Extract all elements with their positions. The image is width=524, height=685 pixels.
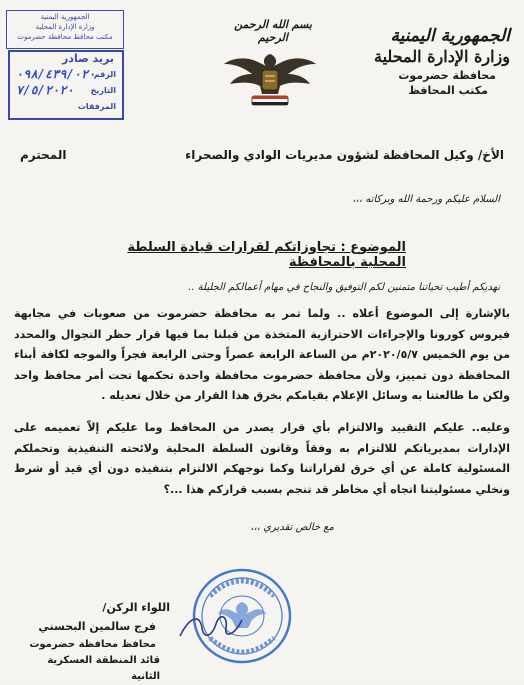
ministry-name: وزارة الإدارة المحلية [374,47,510,66]
stamp-header-line2: وزارة الإدارة المحلية [35,23,95,31]
signature-block [20,598,170,685]
stamp-header-line1: الجمهورية اليمنية [40,13,90,21]
stamp-title: بريد صادر [61,52,114,65]
greeting: السلام عليكم ورحمة الله وبركاته ،،، [352,194,500,205]
handwritten-signature-icon [176,606,246,646]
outgoing-mail-stamp [6,8,124,116]
signer-name: فرج سالمين البحسني [38,620,156,633]
intro-line: نهديكم أطيب تحياتنا متمنين لكم التوفيق والنجاح في مهام أعمالكم الجليلة .. [188,282,500,293]
yemen-eagle-emblem-icon [222,48,318,112]
respected-label: المحترم [20,148,67,162]
stamp-header [6,10,124,49]
stamp-number-label: الرقم [93,70,116,79]
paragraph-1: بالإشارة إلى الموضوع أعلاه .. ولما تمر به محافظة حضرموت من صعوبات في مجابهة فيروس كورونا والإجراءات الاحترازية المتخذة من قبلنا بما فيها قرار حظر التجوال والمحدد من يوم الخميس ٢٠٢٠/٥/٧م من الساعة الرابعة عصراً وحتى الرابعة فجراً والموجه لكافة أبناء المحافظة دون تمييز، ولأن محافظة حضرموت محافظة واحدة تحكمها تحت أمر محافظ واحد ولكن ما طالعتنا به وسائل الإعلام بقيامكم بخرق هذا القرار من خلال تعديله . [14,307,510,402]
office-name: مكتب المحافظ [408,84,488,97]
stamp-number-value: ٠٩٨/٤٣٩/٠٢٠ [16,67,96,81]
signer-title-2: قائد المنطقة العسكرية الثانية [47,655,160,682]
stamp-attachments-label: المرفقات [77,102,116,111]
stamp-header-line3: مكتب محافظ محافظة حضرموت [17,33,113,41]
signer-rank: اللواء الركن/ [102,601,170,614]
stamp-date-value: ٧/٥/٢٠٢٠ [16,83,74,97]
subject-line: الموضوع : تجاوزاتكم لقرارات قيادة السلطة المحلية بالمحافظة [127,240,406,270]
closing-line: مع خالص تقديري ،،، [250,522,334,533]
republic-name: الجمهورية اليمنية [390,26,510,46]
paragraph-2: وعليه.. عليكم التقييد والالتزام بأي قرار يصدر من المحافظ وما عليكم إلاّ تعميمه على الإدارات بمديرياتكم للالتزام به وفقاً وقانون السلطة المحلية ولائحته التنفيذية وتحملكم المسئولية كاملة عن أي خرق لقراراتنا وكما نوجهكم الالتزام بتنفيذه دون أي قيد أو شرط ونخلي مسئوليتنا اتجاه أي مخاطر قد تنجم بسبب قراركم هذا ...؟ [14,421,510,496]
addressee-line [20,148,504,162]
signer-title-1: محافظ محافظة حضرموت [29,639,156,650]
addressee: الأخ/ وكيل المحافظة لشؤون مديريات الوادي والصحراء [185,148,504,162]
letterhead [350,26,510,98]
stamp-date-label: التاريخ [90,86,116,95]
basmala-calligraphy: بسم الله الرحمن الرحيم [234,18,312,44]
governorate-name: محافظة حضرموت [398,69,496,82]
stamp-body [8,50,124,120]
